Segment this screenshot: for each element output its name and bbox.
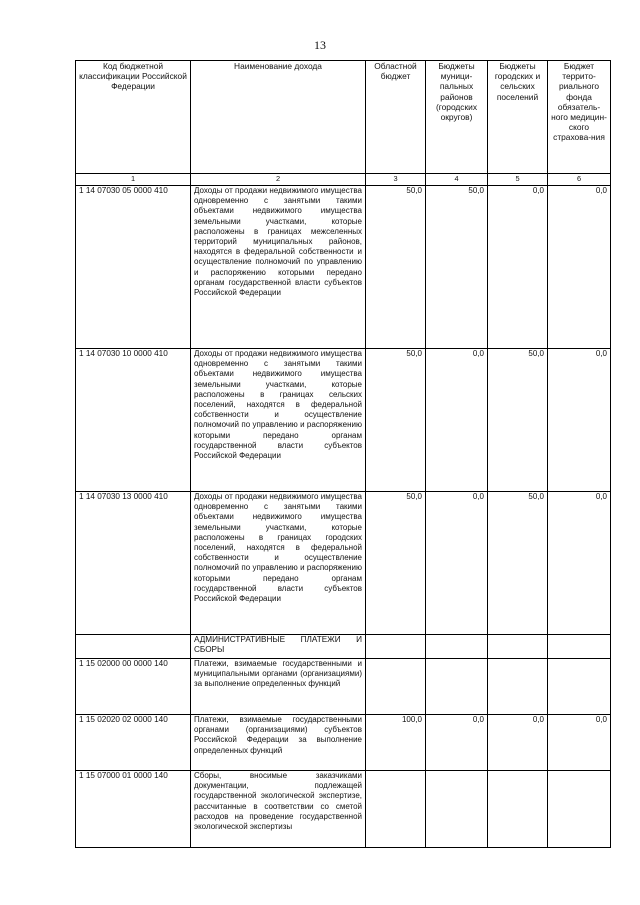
row-municipal-value [426, 635, 488, 659]
column-number: 4 [426, 174, 488, 186]
row-settlements-value [488, 771, 548, 848]
row-code [76, 635, 191, 659]
row-fund-value: 0,0 [548, 715, 611, 771]
table-row [76, 715, 611, 771]
row-code: 1 14 07030 10 0000 410 [76, 349, 191, 492]
row-municipal-value: 0,0 [426, 349, 488, 492]
column-number: 3 [366, 174, 426, 186]
table-row [76, 186, 611, 349]
table-header-row [76, 61, 611, 174]
row-regional-value: 50,0 [366, 349, 426, 492]
row-fund-value [548, 771, 611, 848]
row-settlements-value: 0,0 [488, 186, 548, 349]
row-revenue-name: Доходы от продажи недвижимого имущества одновременно с занятыми такими объектами недвижимого имущества земельными участками, которые расположены в границах сельских поселений, находятся в федеральной собственности и осуществление полномочий по управлению и распоряжению которыми передано органам государственной власти субъектов Российской Федерации [191, 349, 366, 492]
row-settlements-value [488, 635, 548, 659]
table-section-row [76, 635, 611, 659]
row-settlements-value: 50,0 [488, 349, 548, 492]
page-number: 13 [314, 38, 326, 52]
row-revenue-name: Доходы от продажи недвижимого имущества одновременно с занятыми такими объектами недвижимого имущества земельными участками, которые расположены в границах межселенных территорий муниципальных районов, находятся в федеральной собственности и осуществление полномочий по управлению и распоряжению которыми передано органам государственной власти субъектов Российской Федерации [191, 186, 366, 349]
row-settlements-value: 50,0 [488, 492, 548, 635]
table-row [76, 659, 611, 715]
header-municipal-budgets: Бюджеты муници-пальных районов (городских округов) [426, 61, 488, 174]
table-row [76, 771, 611, 848]
row-code: 1 14 07030 13 0000 410 [76, 492, 191, 635]
row-regional-value [366, 635, 426, 659]
column-number: 5 [488, 174, 548, 186]
row-revenue-name: Доходы от продажи недвижимого имущества одновременно с занятыми такими объектами недвижимого имущества земельными участками, которые расположены в границах городских поселений, находятся в федеральной собственности и осуществление полномочий по управлению и распоряжению которыми передано органам государственной власти субъектов Российской Федерации [191, 492, 366, 635]
header-revenue-name: Наименование дохода [191, 61, 366, 174]
row-regional-value: 100,0 [366, 715, 426, 771]
row-revenue-name: Сборы, вносимые заказчиками документации, подлежащей государственной экологической экспертизе, рассчитанные в соответствии со сметой расходов на проведение государственной экологической экспертизы [191, 771, 366, 848]
row-regional-value: 50,0 [366, 492, 426, 635]
header-settlement-budgets: Бюджеты городских и сельских поселений [488, 61, 548, 174]
row-code: 1 15 07000 01 0000 140 [76, 771, 191, 848]
row-municipal-value: 50,0 [426, 186, 488, 349]
row-municipal-value [426, 771, 488, 848]
column-number-row [76, 174, 611, 186]
row-code: 1 14 07030 05 0000 410 [76, 186, 191, 349]
row-fund-value: 0,0 [548, 492, 611, 635]
header-regional-budget: Областной бюджет [366, 61, 426, 174]
row-municipal-value: 0,0 [426, 492, 488, 635]
row-revenue-name: Платежи, взимаемые государственными и муниципальными органами (организациями) за выполнение определенных функций [191, 659, 366, 715]
table-row [76, 349, 611, 492]
row-fund-value: 0,0 [548, 349, 611, 492]
row-municipal-value [426, 659, 488, 715]
column-number: 2 [191, 174, 366, 186]
row-fund-value: 0,0 [548, 186, 611, 349]
column-number: 6 [548, 174, 611, 186]
row-municipal-value: 0,0 [426, 715, 488, 771]
row-regional-value [366, 771, 426, 848]
row-code: 1 15 02020 02 0000 140 [76, 715, 191, 771]
header-medical-insurance-fund: Бюджет террито-риального фонда обязатель-ного медицин-ского страхова-ния [548, 61, 611, 174]
row-code: 1 15 02000 00 0000 140 [76, 659, 191, 715]
row-fund-value [548, 659, 611, 715]
header-code: Код бюджетной классификации Российской Федерации [76, 61, 191, 174]
table-row [76, 492, 611, 635]
row-revenue-name: Платежи, взимаемые государственными органами (организациями) субъектов Российской Федерации за выполнение определенных функций [191, 715, 366, 771]
section-heading: АДМИНИСТРАТИВНЫЕ ПЛАТЕЖИ И СБОРЫ [191, 635, 366, 659]
row-regional-value [366, 659, 426, 715]
row-fund-value [548, 635, 611, 659]
row-regional-value: 50,0 [366, 186, 426, 349]
column-number: 1 [76, 174, 191, 186]
revenue-table [75, 60, 611, 848]
row-settlements-value: 0,0 [488, 715, 548, 771]
row-settlements-value [488, 659, 548, 715]
